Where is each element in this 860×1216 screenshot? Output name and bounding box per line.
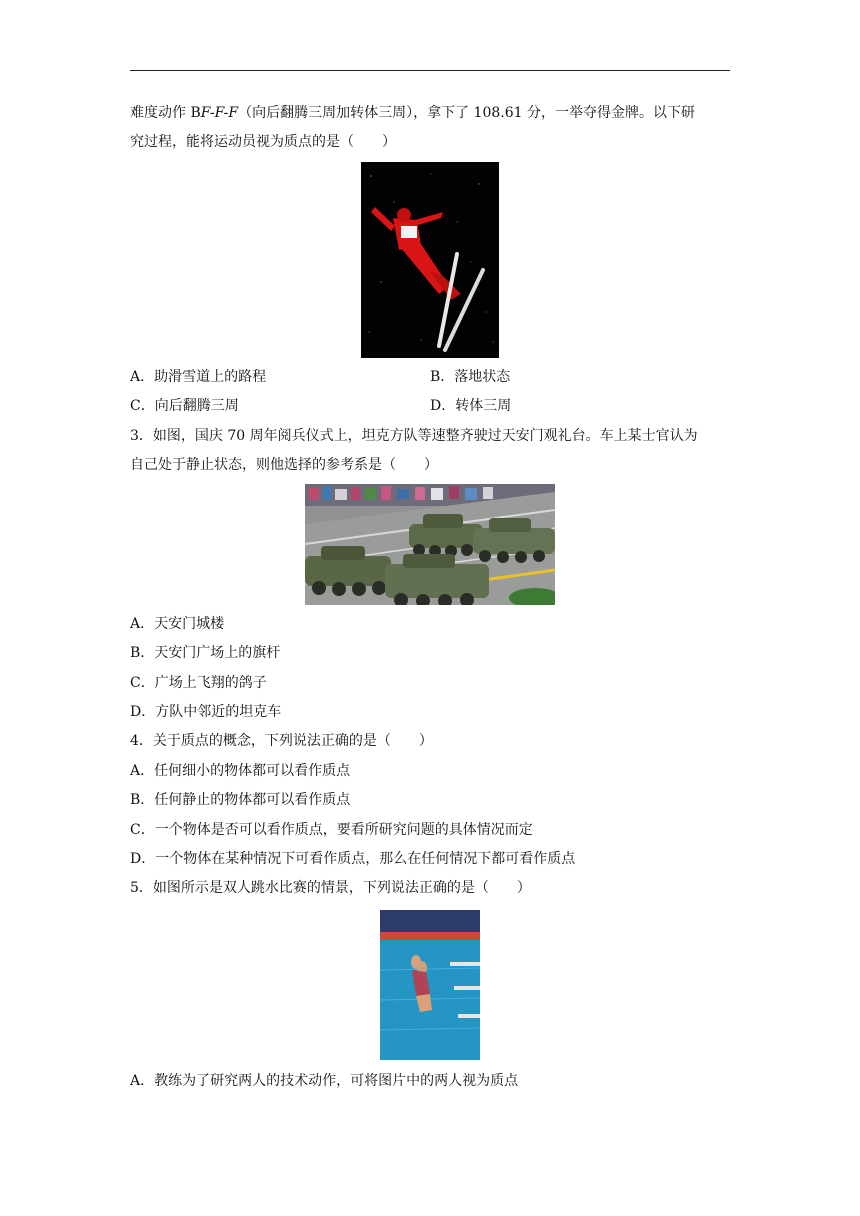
q4-option-b: B．任何静止的物体都可以看作质点	[130, 792, 351, 808]
q3-option-c: C．广场上飞翔的鸽子	[130, 675, 267, 691]
q2-option-b: B．落地状态	[430, 369, 511, 385]
q3-option-b: B．天安门广场上的旗杆	[130, 645, 281, 661]
ski-aerial-image	[361, 162, 499, 358]
q3-option-a: A．天安门城楼	[130, 616, 225, 632]
q3-stem-line2: 自己处于静止状态，则他选择的参考系是（ ）	[130, 457, 438, 473]
synchronized-diving-image	[380, 910, 480, 1060]
q2-option-c: C．向后翻腾三周	[130, 398, 239, 414]
q4-option-c: C．一个物体是否可以看作质点，要看所研究问题的具体情况而定	[130, 822, 533, 838]
q2-option-d: D．转体三周	[430, 398, 512, 414]
q5-stem: 5．如图所示是双人跳水比赛的情景，下列说法正确的是（ ）	[130, 880, 531, 896]
q4-option-a: A．任何细小的物体都可以看作质点	[130, 763, 351, 779]
q2-stem-line1: 难度动作 BF-F-F（向后翻腾三周加转体三周），拿下了 108.61 分，一举夺得金牌。以下研	[130, 105, 695, 121]
q3-stem-line1: 3．如图，国庆 70 周年阅兵仪式上，坦克方队等速整齐驶过天安门观礼台。车上某士官认为	[130, 428, 698, 444]
q4-option-d: D．一个物体在某种情况下可看作质点，那么在任何情况下都可看作质点	[130, 851, 576, 867]
q4-stem: 4．关于质点的概念，下列说法正确的是（ ）	[130, 733, 433, 749]
q3-option-d: D．方队中邻近的坦克车	[130, 704, 282, 720]
header-rule	[130, 70, 730, 71]
q2-stem-line2: 究过程，能将运动员视为质点的是（ ）	[130, 134, 396, 150]
tank-parade-image	[305, 484, 555, 605]
q2-option-a: A．助滑雪道上的路程	[130, 369, 267, 385]
q5-option-a: A．教练为了研究两人的技术动作，可将图片中的两人视为质点	[130, 1073, 519, 1089]
